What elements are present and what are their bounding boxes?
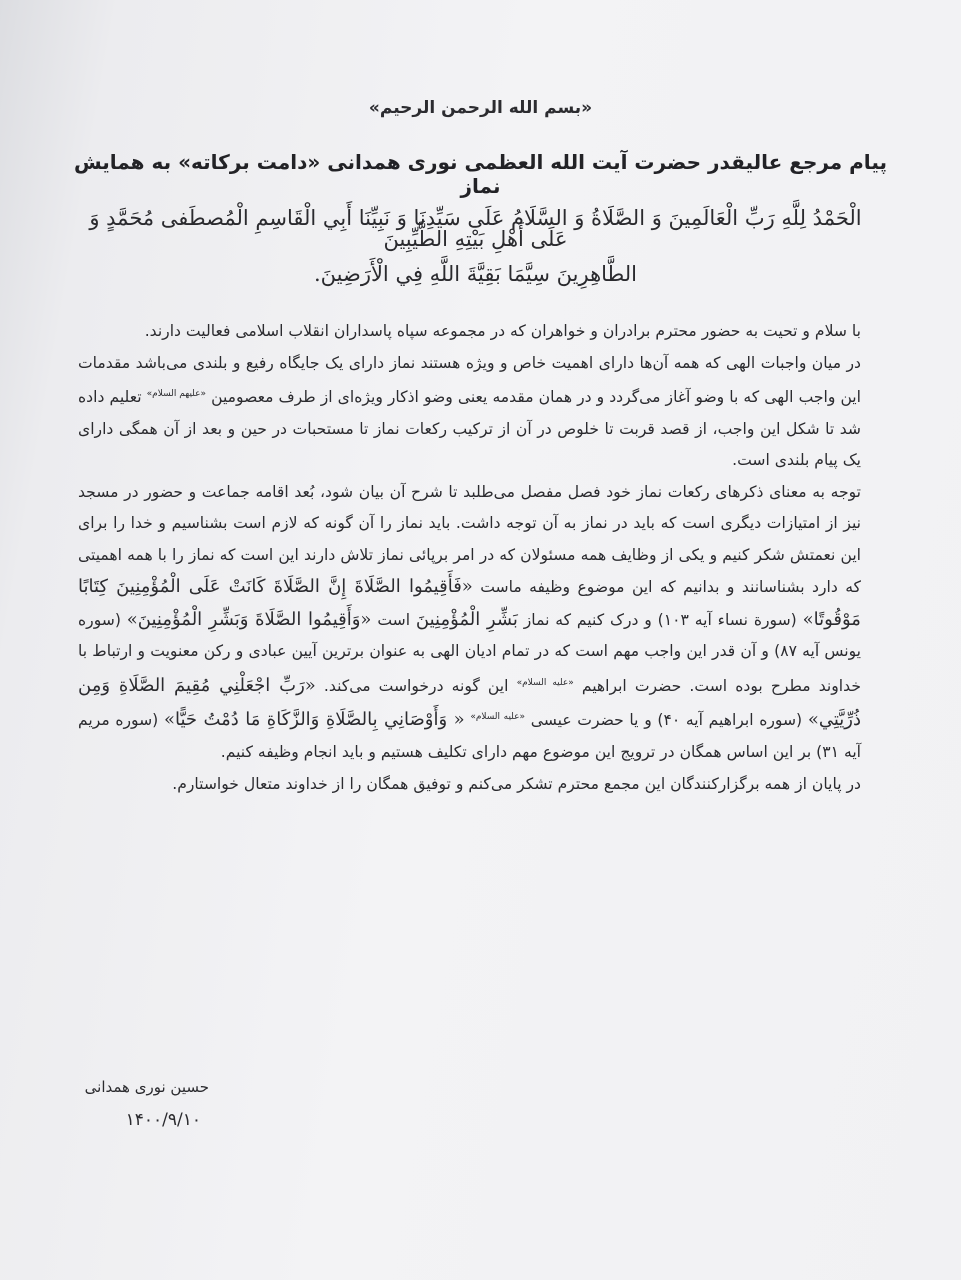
greeting-paragraph: با سلام و تحیت به حضور محترم برادران و خواهران که در مجموعه سپاه پاسداران انقلاب اسلامی فعالیت دارند. — [144, 322, 861, 340]
paragraph-text: است — [377, 610, 411, 629]
signature-date: ۱۴۰۰/۹/۱۰ — [125, 1110, 201, 1130]
verse-reference: (سوره مریم آیه ۳۱) بر این اساس همگان در ترویج این موضوع مهم دارای تکلیف هستیم و باید انجام وظیفه کنیم. — [78, 711, 861, 762]
quran-verse: بَشِّرِ الْمُؤْمِنِينَ — [415, 608, 518, 630]
signature-name: حسین نوری همدانی — [84, 1078, 209, 1096]
bismillah-heading: «بسم الله الرحمن الرحیم» — [368, 98, 593, 118]
honorific-superscript: «علیه السلام» — [470, 712, 526, 723]
honorific-superscript: «علیه السلام» — [516, 677, 574, 688]
opening-invocation-line-2: الطَّاهِرِينَ سِيَّمَا بَقِيَّةَ اللَّهِ فِي الْأَرَضِينَ. — [313, 262, 638, 286]
paragraph-text: این گونه درخواست می‌کند. — [323, 676, 509, 695]
verse-reference: (سورة نساء آیه ۱۰۳) و درک کنیم که نماز — [523, 610, 797, 629]
closing-paragraph: در پایان از همه برگزارکنندگان این مجمع محترم تشکر می‌کنم و توفیق همگان را از خداوند متعال خواستارم. — [172, 774, 861, 793]
quran-verse: «فَأَقِيمُوا الصَّلَاةَ إِنَّ الصَّلَاةَ كَانَتْ عَلَى الْمُؤْمِنِينَ كِتَابًا مَوْقُوتًا» — [78, 576, 861, 630]
paragraph-ablution — [78, 348, 861, 477]
verse-reference: (سوره ابراهیم آیه ۴۰) و یا حضرت عیسی — [530, 711, 803, 730]
verse-reference: (سوره یونس آیه ۸۷) و آن قدر این واجب مهم است که در تمام ادیان الهی به عنوان برترین آیین عبادی و رکن معنویت و ارتباط با خداوند مطرح بوده است. حضرت ابراهیم — [78, 610, 861, 695]
quran-verse: «وَأَقِيمُوا الصَّلَاةَ وَبَشِّرِ الْمُؤْمِنِينَ» — [126, 608, 372, 630]
quran-verse: « وَأَوْصَانِي بِالصَّلَاةِ وَالزَّكَاةِ مَا دُمْتُ حَيًّا» — [163, 709, 465, 731]
paragraph-text: تعلیم داده شد تا شکل این واجب، از قصد قربت تا خلوص در آن از ترکیب رکعات نماز تا مستحبات در حین و بعد از آن همگی دارای یک پیام بلندی است. — [78, 388, 861, 470]
opening-invocation-line-1: الْحَمْدُ لِلَّهِ رَبِّ الْعَالَمِينَ وَ الصَّلَاةُ وَ السَّلَامُ عَلَى سَيِّدِنَا وَ نَبِيِّنَا أَبِي الْقَاسِمِ الْمُصطَفى مُحَمَّدٍ وَ عَلَى أَهْلِ بَيْتِهِ الطَّيِّبِينَ — [89, 206, 862, 251]
honorific-superscript: «علیهم السلام» — [146, 389, 207, 399]
document-title: پیام مرجع عالیقدر حضرت آیت الله العظمی نوری همدانی «دامت برکاته» به همایش نماز — [73, 150, 887, 198]
message-body — [78, 316, 861, 800]
quran-verse: «رَبِّ اجْعَلْنِي مُقِيمَ الصَّلَاةِ وَمِن ذُرِّيَّتِي» — [78, 674, 861, 731]
paragraph-text: توجه به معنای ذکرهای رکعات نماز خود فصل مفصل می‌طلبد تا شرح آن بیان شود، بُعد اقامه جماعت و حضور در مسجد نیز از امتیازات دیگری است که باید در نماز به آن توجه داشت. باید نماز را آن گونه که لازم است بشناسیم و خدا را برای این نعمتش شکر کنیم و یکی از وظایف همه مسئولان که در امر برپائی نماز تلاش دارند این است که نماز را با همه اهمیتی که دارد بشناسانند و بدانیم که این موضوع وظیفه ماست — [78, 482, 861, 597]
paragraph-prayer-importance — [78, 477, 861, 769]
paragraph-text: در میان واجبات الهی که همه آن‌ها دارای اهمیت خاص و ویژه هستند نماز دارای یک جایگاه رفیع و بلندی می‌باشد مقدمات این واجب الهی که با وضو آغاز می‌گردد و در همان مقدمه یعنی وضو اذکار ویژه‌ای از طرف معصومین — [78, 353, 861, 407]
